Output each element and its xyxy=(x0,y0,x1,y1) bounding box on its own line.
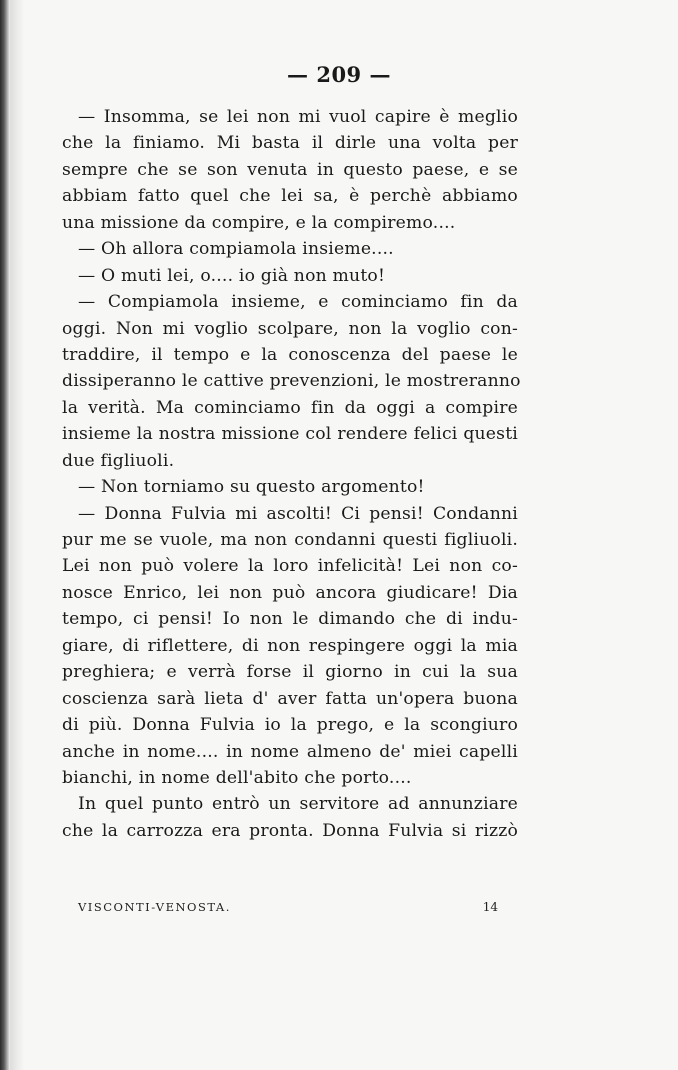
text-line: che la carrozza era pronta. Donna Fulvia si rizzò xyxy=(62,820,518,841)
text-line: — O muti lei, o.... io già non muto! xyxy=(78,265,386,286)
text-line: In quel punto entrò un servitore ad annunziare xyxy=(78,794,518,815)
body-text xyxy=(62,104,521,844)
spine-shadow xyxy=(10,0,24,1070)
text-line: — Compiamola insieme, e cominciamo fin da xyxy=(78,292,518,313)
text-line: bianchi, in nome dell'abito che porto.... xyxy=(62,767,412,788)
text-line: — Non torniamo su questo argomento! xyxy=(78,477,425,498)
text-line: anche in nome.... in nome almeno de' miei capelli xyxy=(62,741,518,762)
text-line: preghiera; e verrà forse il giorno in cui la sua xyxy=(62,662,518,683)
text-line: una missione da compire, e la compiremo.... xyxy=(62,212,456,233)
text-line: giare, di riflettere, di non respingere oggi la mia xyxy=(62,635,518,656)
text-line: Lei non può volere la loro infelicità! Lei non co- xyxy=(62,556,518,577)
text-line: — Insomma, se lei non mi vuol capire è meglio xyxy=(78,107,518,127)
text-line: che la finiamo. Mi basta il dirle una volta per xyxy=(62,133,518,154)
text-line: coscienza sarà lieta d' aver fatta un'opera buona xyxy=(62,688,518,709)
text-line: — Oh allora compiamola insieme.... xyxy=(78,239,394,260)
text-line: traddire, il tempo e la conoscenza del paese le xyxy=(62,344,518,365)
text-line: oggi. Non mi voglio scolpare, non la voglio con- xyxy=(62,318,518,339)
footer-author: VISCONTI-VENOSTA. xyxy=(78,900,231,914)
text-line: nosce Enrico, lei non può ancora giudicare! Dia xyxy=(62,582,518,603)
page-number: — 209 — xyxy=(287,62,391,87)
footer-signature-mark: 14 xyxy=(482,900,498,914)
text-line: insieme la nostra missione col rendere felici questi xyxy=(62,424,518,445)
text-line: pur me se vuole, ma non condanni questi figliuoli. xyxy=(62,530,518,550)
text-line: dissiperanno le cattive prevenzioni, le mostreranno xyxy=(62,371,521,392)
text-line: abbiam fatto quel che lei sa, è perchè abbiamo xyxy=(62,186,518,207)
text-line: — Donna Fulvia mi ascolti! Ci pensi! Condanni xyxy=(78,503,518,524)
text-line: tempo, ci pensi! Io non le dimando che di indu- xyxy=(62,609,518,630)
text-line: di più. Donna Fulvia io la prego, e la scongiuro xyxy=(62,715,518,736)
text-line: due figliuoli. xyxy=(62,450,175,471)
text-line: la verità. Ma cominciamo fin da oggi a compire xyxy=(62,397,518,418)
page-binding-edge xyxy=(0,0,10,1070)
text-line: sempre che se son venuta in questo paese, e se xyxy=(62,159,518,180)
